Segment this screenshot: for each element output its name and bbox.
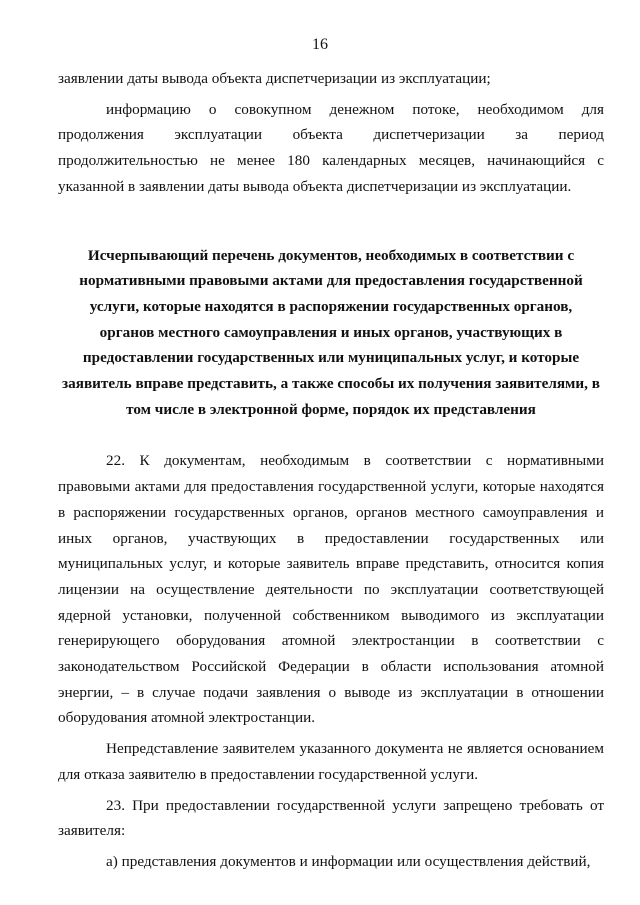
section-heading: Исчерпывающий перечень документов, необходимых в соответствии с нормативными правовыми актами для предоставления государственной услуги, которые находятся в распоряжении государственных органов, органов местного самоуправления и иных органов, участвующих в предоставлении государственных или муниципальных услуг, и которые заявитель вправе представить, а также способы их получения заявителями, в том числе в электронной форме, порядок их представления xyxy=(62,246,600,418)
paragraph-cash-flow: информацию о совокупном денежном потоке, необходимом для продолжения эксплуатации объекта диспетчеризации за период продолжительностью не менее 180 календарных месяцев, начинающийся с указанной в заявлении даты вывода объекта диспетчеризации из эксплуатации. xyxy=(58,100,604,195)
paragraph-continuation: заявлении даты вывода объекта диспетчеризации из эксплуатации; xyxy=(58,70,491,87)
paragraph-23: 23. При предоставлении государственной услуги запрещено требовать от заявителя: xyxy=(58,796,604,840)
paragraph-22: 22. К документам, необходимым в соответствии с нормативными правовыми актами для предоставления государственной услуги, которые находятся в распоряжении государственных органов, органов местного самоуправления и иных органов, участвующих в предоставлении государственных или муниципальных услуг, и которые заявитель вправе представить, относится копия лицензии на осуществление деятельности по эксплуатации соответствующей ядерной установки, полученной собственником выводимого из эксплуатации генерирующего оборудования атомной электростанции в соответствии с законодательством Российской Федерации в области использования атомной энергии, – в случае подачи заявления о выводе из эксплуатации в отношении оборудования атомной электростанции. xyxy=(58,452,604,727)
paragraph-23a: а) представления документов и информации или осуществления действий, xyxy=(106,852,591,870)
document-body xyxy=(58,66,604,875)
page-number: 16 xyxy=(312,36,328,53)
paragraph-non-submission: Непредставление заявителем указанного документа не является основанием для отказа заявителю в предоставлении государственной услуги. xyxy=(58,740,604,783)
